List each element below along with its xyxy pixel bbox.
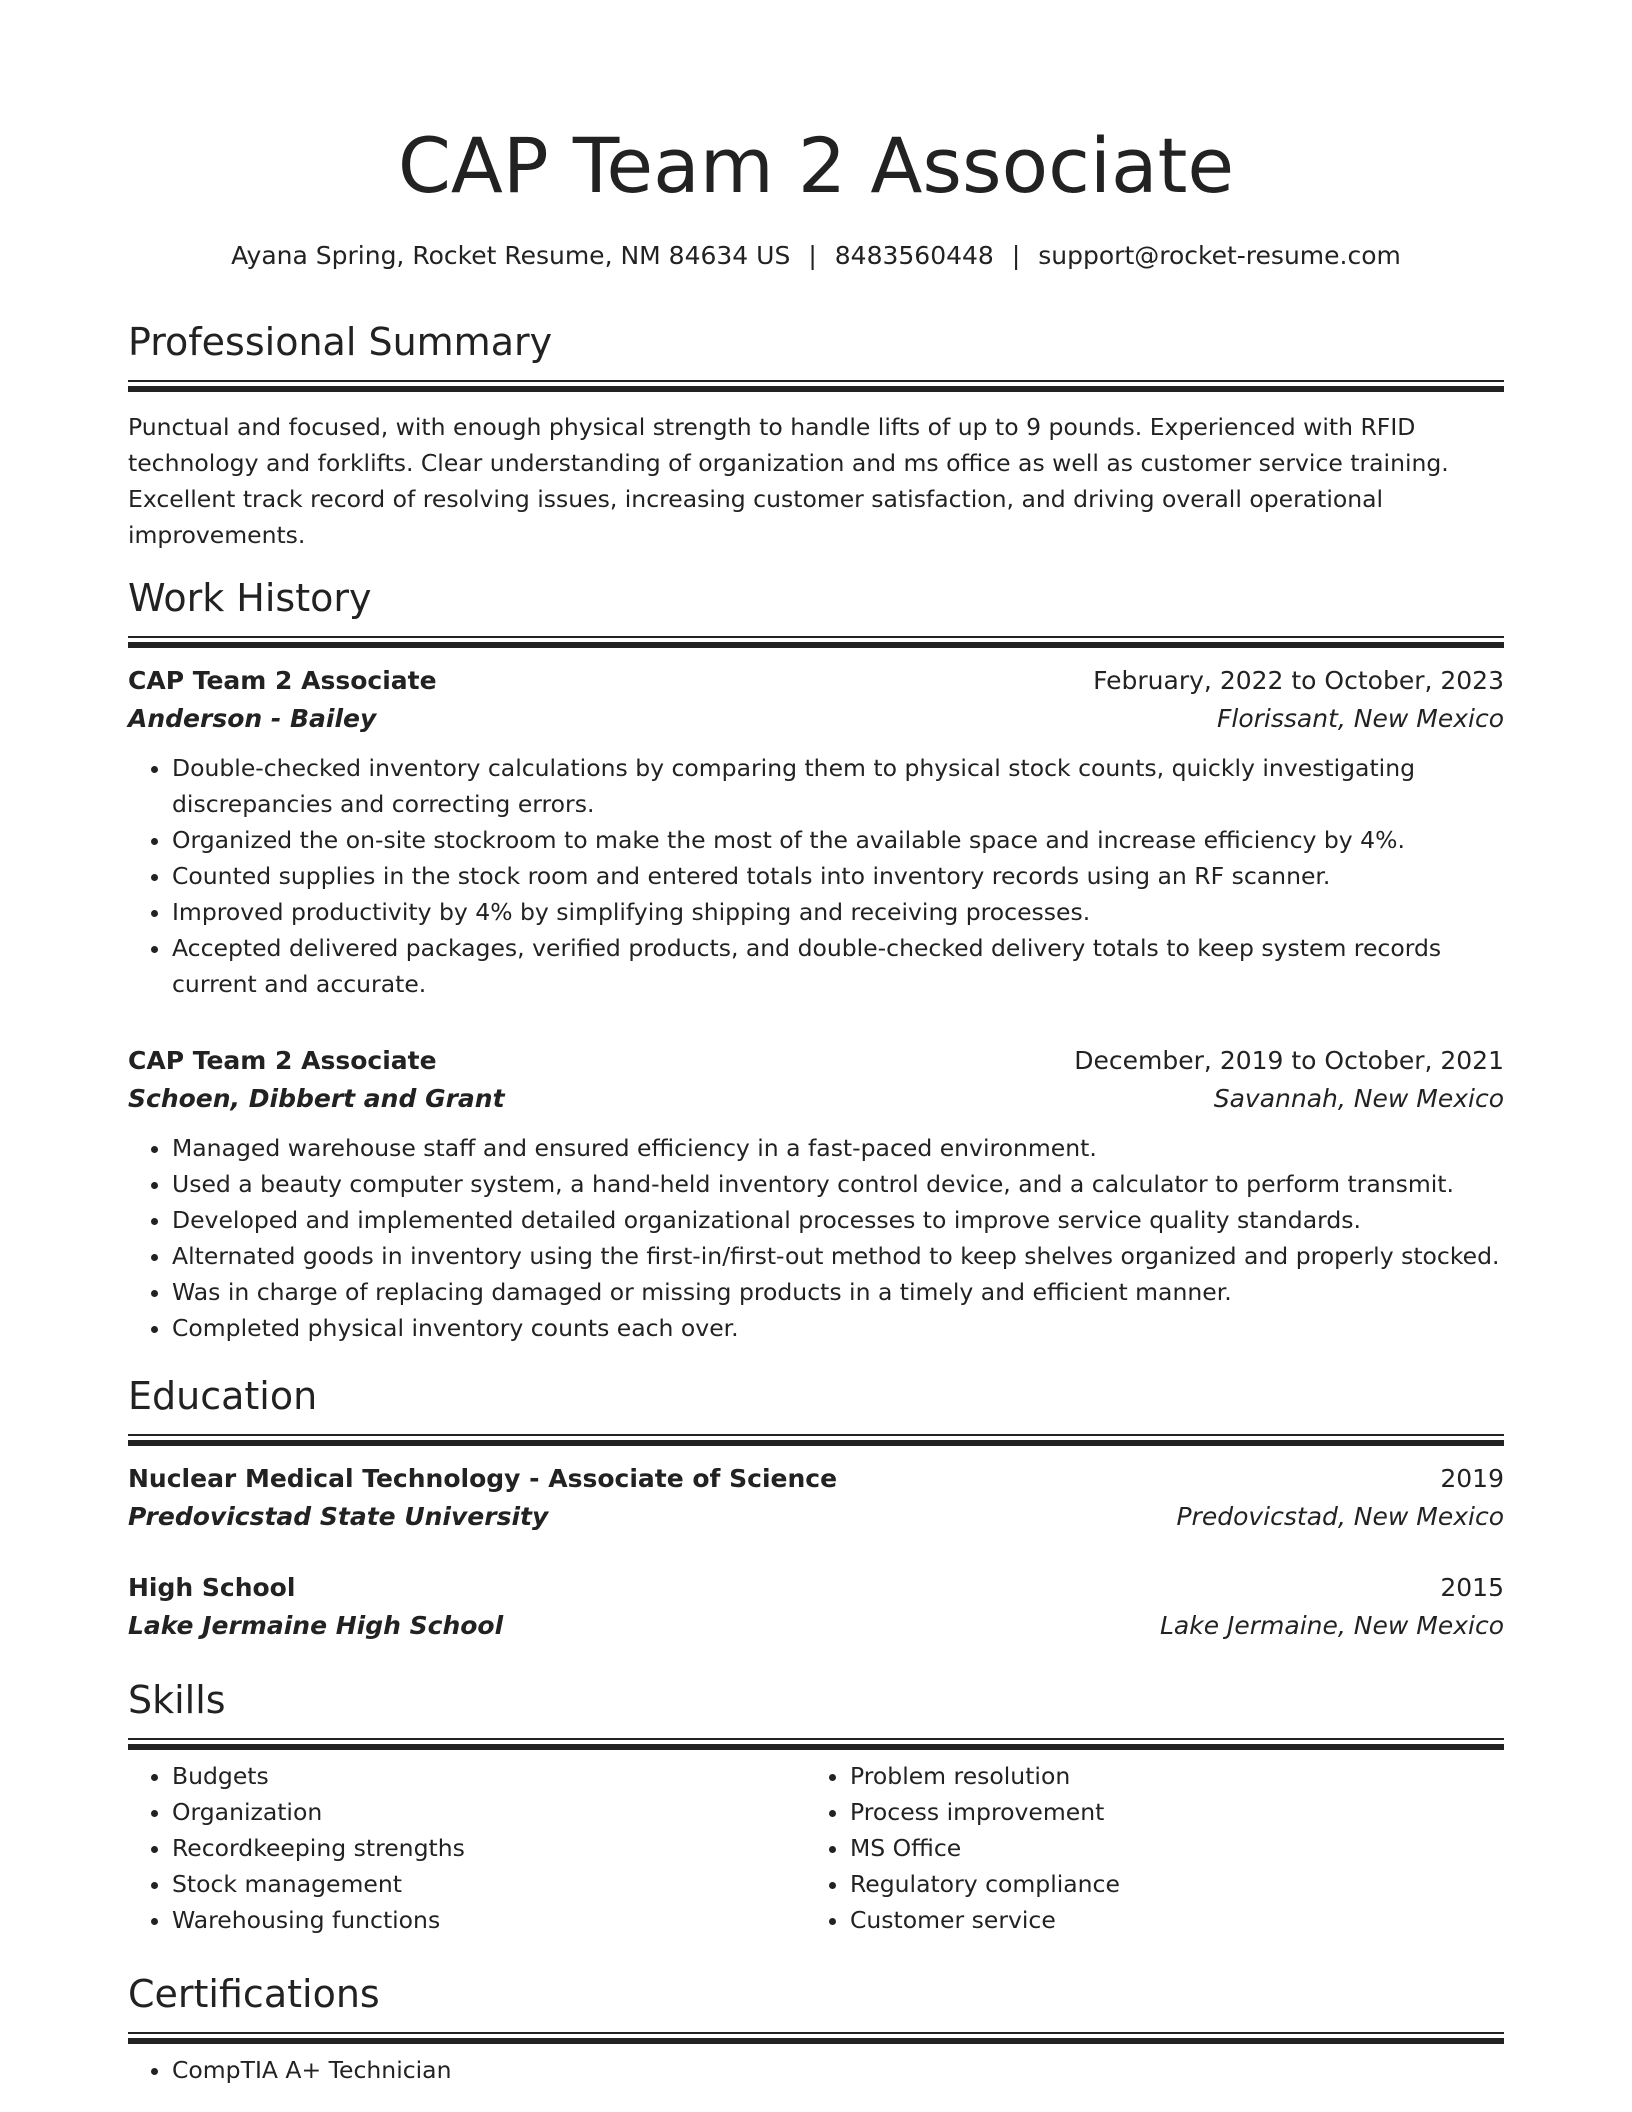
- job-entry: [128, 1042, 1504, 1346]
- summary-section: [128, 318, 1504, 553]
- skill-item: • Process improvement: [850, 1794, 1484, 1830]
- skill-item: • Customer service: [850, 1902, 1484, 1938]
- contact-line: [128, 238, 1504, 274]
- skill-item: • Organization: [172, 1794, 806, 1830]
- list-item: • Managed warehouse staff and ensured efficiency in a fast-paced environment.: [172, 1130, 1504, 1166]
- skill-item: • Problem resolution: [850, 1758, 1484, 1794]
- summary-title: Professional Summary: [128, 320, 553, 364]
- list-item: • Developed and implemented detailed organizational processes to improve service quality standards.: [172, 1202, 1504, 1238]
- contact-email: support@rocket-resume.com: [1038, 241, 1401, 270]
- certifications-section: [128, 1970, 1504, 2088]
- skills-title: Skills: [128, 1678, 226, 1722]
- list-item: • Was in charge of replacing damaged or missing products in a timely and efficient manner.: [172, 1274, 1504, 1310]
- job-entry: [128, 662, 1504, 1002]
- list-item: • Completed physical inventory counts each over.: [172, 1310, 1504, 1346]
- contact-separator: |: [1011, 241, 1021, 270]
- school-location: Predovicstad, New Mexico: [1176, 1502, 1504, 1531]
- skills-columns: [128, 1758, 1504, 1938]
- education-section: [128, 1372, 1504, 1645]
- list-item: • Organized the on-site stockroom to make the most of the available space and increase efficiency by 4%.: [172, 822, 1504, 858]
- work-history-section: [128, 574, 1504, 1002]
- job-title: CAP Team 2 Associate: [128, 1046, 437, 1075]
- skills-section: [128, 1676, 1504, 1938]
- skill-item: • MS Office: [850, 1830, 1484, 1866]
- job-location: Savannah, New Mexico: [1213, 1084, 1504, 1113]
- list-item: • Improved productivity by 4% by simplifying shipping and receiving processes.: [172, 894, 1504, 930]
- skills-list-right: [806, 1758, 1484, 1938]
- job-company: Anderson - Bailey: [128, 704, 377, 733]
- job-location: Florissant, New Mexico: [1217, 704, 1504, 733]
- skill-item: • Recordkeeping strengths: [172, 1830, 806, 1866]
- education-title: Education: [128, 1374, 318, 1418]
- certifications-list: [128, 2052, 1504, 2088]
- list-item: • Alternated goods in inventory using the first-in/first-out method to keep shelves organized and properly stocked.: [172, 1238, 1504, 1274]
- contact-address: Ayana Spring, Rocket Resume, NM 84634 US: [231, 241, 791, 270]
- school-name: Lake Jermaine High School: [128, 1611, 504, 1640]
- school-name: Predovicstad State University: [128, 1502, 549, 1531]
- job-title: CAP Team 2 Associate: [128, 666, 437, 695]
- section-rule: [128, 380, 1504, 390]
- job-bullets: [128, 750, 1504, 1002]
- skill-item: • Budgets: [172, 1758, 806, 1794]
- list-item: • Counted supplies in the stock room and entered totals into inventory records using an RF scanner.: [172, 858, 1504, 894]
- degree-name: Nuclear Medical Technology - Associate of Science: [128, 1464, 838, 1493]
- section-rule: [128, 636, 1504, 646]
- school-location: Lake Jermaine, New Mexico: [1159, 1611, 1504, 1640]
- list-item: • Double-checked inventory calculations by comparing them to physical stock counts, quickly investigating discrepancies and correcting errors.: [172, 750, 1504, 822]
- job-dates: February, 2022 to October, 2023: [1093, 666, 1504, 695]
- candidate-name: CAP Team 2 Associate: [397, 121, 1235, 210]
- graduation-year: 2015: [1440, 1573, 1504, 1602]
- education-entry: [128, 1569, 1504, 1645]
- contact-phone: 8483560448: [834, 241, 994, 270]
- certification-item: • CompTIA A+ Technician: [172, 2052, 1504, 2088]
- list-item: • Used a beauty computer system, a hand-held inventory control device, and a calculator to perform transmit.: [172, 1166, 1504, 1202]
- section-rule: [128, 2032, 1504, 2042]
- section-rule: [128, 1738, 1504, 1748]
- certifications-title: Certifications: [128, 1972, 380, 2016]
- skill-item: • Stock management: [172, 1866, 806, 1902]
- summary-text: Punctual and focused, with enough physical strength to handle lifts of up to 9 pounds. Experienced with RFID technology and forklifts. Clear understanding of organization and ms office as well as customer service training. Excellent track record of resolving issues, increasing customer satisfaction, and driving overall operational improvements.: [128, 413, 1449, 549]
- degree-name: High School: [128, 1573, 296, 1602]
- education-entry: [128, 1460, 1504, 1536]
- section-rule: [128, 1434, 1504, 1444]
- skill-item: • Regulatory compliance: [850, 1866, 1484, 1902]
- skills-list-left: [128, 1758, 806, 1938]
- list-item: • Accepted delivered packages, verified products, and double-checked delivery totals to keep system records current and accurate.: [172, 930, 1504, 1002]
- work-history-title: Work History: [128, 576, 372, 620]
- job-bullets: [128, 1130, 1504, 1346]
- job-company: Schoen, Dibbert and Grant: [128, 1084, 505, 1113]
- graduation-year: 2019: [1440, 1464, 1504, 1493]
- job-entry-2-wrapper: [128, 1042, 1504, 1346]
- contact-separator: |: [808, 241, 817, 270]
- job-dates: December, 2019 to October, 2021: [1074, 1046, 1504, 1075]
- skill-item: • Warehousing functions: [172, 1902, 806, 1938]
